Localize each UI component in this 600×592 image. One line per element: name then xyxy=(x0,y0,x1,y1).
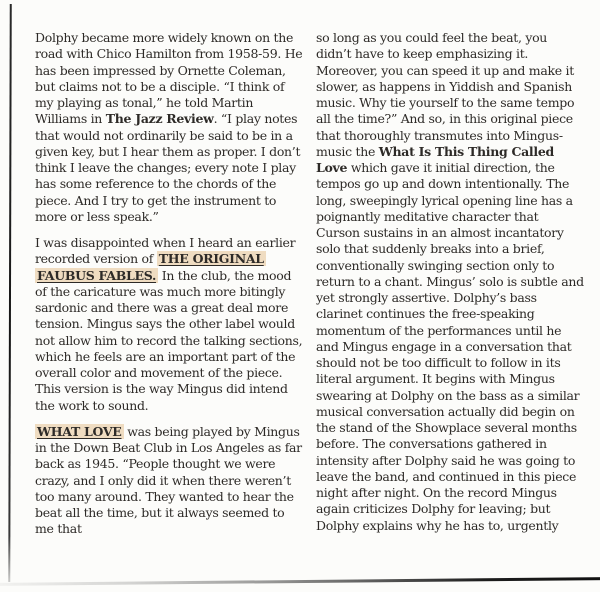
bold-title-text: The Jazz Review xyxy=(105,111,214,127)
paragraph xyxy=(35,30,303,225)
body-text: Dolphy became more widely known on the road with Chico Hamilton from 1958-59. He has been impressed by Ornette Coleman, but claims not to be a disciple. “I think of my playing as tonal,” he told Martin Williams in xyxy=(35,30,303,127)
highlighted-track-title: THE ORIGINAL FAUBUS FABLES. xyxy=(37,251,264,283)
paragraph xyxy=(35,424,303,538)
body-text: . “I play notes that would not ordinarily be said to be in a given key, but I hear them as proper. I don’t think I leave the changes; every note I play has some reference to the chords of the piece. And I try to get the instrument to more or less speak.” xyxy=(35,111,301,224)
page-edge-bottom-line xyxy=(0,577,600,585)
body-text: I was disappointed when I heard an earlier recorded version of xyxy=(35,235,296,267)
paragraph xyxy=(35,235,303,414)
body-text: In the club, the mood of the caricature was much more bitingly sardonic and there was a great deal more tension. Mingus says the other label would not allow him to record the talking sections, which he feels are an important part of the overall color and movement of the piece. This version is the way Mingus did intend the work to sound. xyxy=(35,267,303,413)
page-edge-vertical-line xyxy=(8,4,12,582)
right-text-column xyxy=(316,30,584,534)
body-text: so long as you could feel the beat, you didn’t have to keep emphasizing it. Moreover, you can speed it up and make it slower, as happens in Yiddish and Spanish music. Why tie yourself to the same tempo all the time?” And so, in this original piece that thoroughly transmutes into Mingus-music the xyxy=(316,30,575,159)
body-text: was being played by Mingus in the Down Beat Club in Los Angeles as far back as 1945. “People thought we were crazy, and I only did it when there weren’t too many around. They wanted to hear the beat all the time, but it always seemed to me that xyxy=(35,423,302,537)
left-text-column xyxy=(35,30,303,538)
bold-title-text: What Is This Thing Called Love xyxy=(316,143,554,175)
highlighted-track-title: WHAT LOVE xyxy=(37,423,122,439)
body-text: which gave it initial direction, the tempos go up and down intentionally. The long, sweepingly lyrical opening line has a poignantly meditative character that Curson sustains in an almost incantatory solo that suddenly breaks into a brief, conventionally swinging section only to return to a chant. Mingus’ solo is subtle and yet strongly assertive. Dolphy’s bass clarinet continues the free-speaking momentum of the performances until he and Mingus engage in a conversation that should not be too difficult to follow in its literal argument. It begins with Mingus swearing at Dolphy on the bass as a similar musical conversation actually did begin on the stand of the Showplace several months before. The conversations gathered in intensity after Dolphy said he was going to leave the band, and continued in this piece night after night. On the record Mingus again criticizes Dolphy for leaving; but Dolphy explains why he has to, urgently xyxy=(316,160,584,533)
paragraph xyxy=(316,30,584,534)
